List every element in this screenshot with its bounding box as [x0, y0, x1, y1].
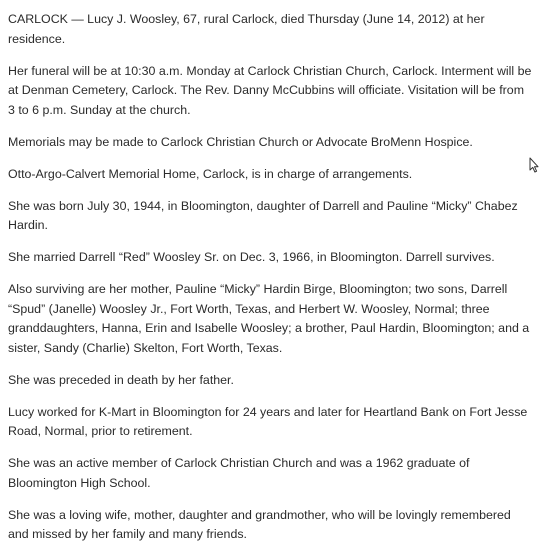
paragraph-arrangements: Otto-Argo-Calvert Memorial Home, Carlock, is in charge of arrangements.	[8, 166, 413, 181]
obituary-article	[8, 10, 534, 542]
paragraph-church: She was an active member of Carlock Christian Church and was a 1962 graduate of Bloomington High School.	[8, 456, 470, 490]
paragraph-birth: She was born July 30, 1944, in Bloomington, daughter of Darrell and Pauline “Micky” Chabez Hardin.	[8, 198, 518, 232]
paragraph-survivors: Also surviving are her mother, Pauline “Micky” Hardin Birge, Bloomington; two sons, Darrell “Spud” (Janelle) Woosley Jr., Fort Worth, Texas, and Herbert W. Woosley, Normal; three granddaughters, Hanna, Erin and Isabelle Woosley; a brother, Paul Hardin, Bloomington; and a sister, Sandy (Charlie) Skelton, Fort Worth, Texas.	[8, 282, 530, 355]
paragraph-preceded: She was preceded in death by her father.	[8, 372, 234, 387]
mouse-pointer-icon	[529, 157, 539, 173]
paragraph-memorials: Memorials may be made to Carlock Christian Church or Advocate BroMenn Hospice.	[8, 134, 473, 149]
paragraph-funeral: Her funeral will be at 10:30 a.m. Monday at Carlock Christian Church, Carlock. Interment will be at Denman Cemetery, Carlock. The Rev. Danny McCubbins will officiate. Visitation will be from 3 to 6 p.m. Sunday at the church.	[8, 63, 532, 117]
paragraph-work: Lucy worked for K-Mart in Bloomington for 24 years and later for Heartland Bank on Fort Jesse Road, Normal, prior to retirement.	[8, 404, 528, 438]
paragraph-remembrance: She was a loving wife, mother, daughter and grandmother, who will be lovingly remembered and missed by her family and many friends.	[8, 507, 511, 541]
paragraph-marriage: She married Darrell “Red” Woosley Sr. on Dec. 3, 1966, in Bloomington. Darrell survives.	[8, 250, 495, 264]
paragraph-death-notice: CARLOCK — Lucy J. Woosley, 67, rural Carlock, died Thursday (June 14, 2012) at her residence.	[8, 12, 485, 46]
